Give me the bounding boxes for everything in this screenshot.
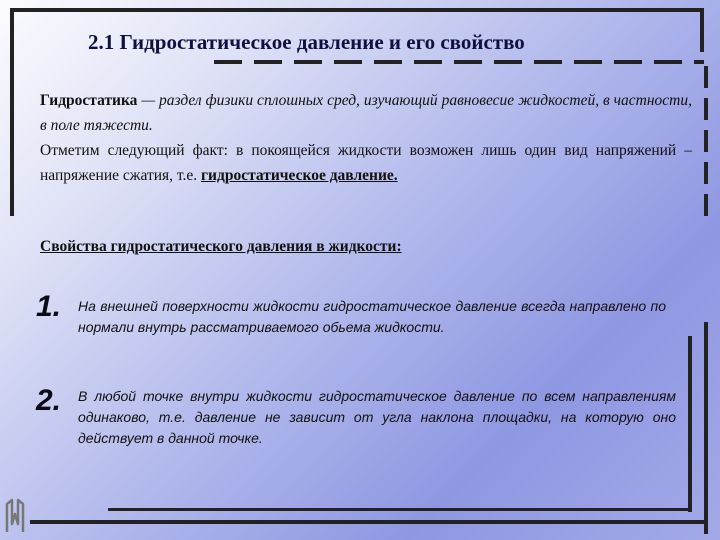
slide-title: 2.1 Гидростатическое давление и его свойство: [88, 30, 525, 54]
logo-icon: [4, 498, 26, 534]
term-definition: — раздел физики сплошных сред, изучающий равновесие жидкостей, в частности, в поле тяжести.: [40, 92, 692, 134]
property-text-1: На внешней поверхности жидкости гидростатическое давление всегда направлено по нормали внутрь рассматриваемого обьема жидкости.: [78, 298, 666, 335]
frame-left-line: [10, 8, 14, 216]
property-text-2: В любой точке внутри жидкости гидростатическое давление по всем направлениям одинаково, т.е. давление не зависит от угла наклона площадки, на которую оно действует в данной точке.: [78, 388, 676, 446]
frame-dashed-top-line: [214, 60, 704, 64]
fact-text: Отметим следующий факт: в покоящейся жидкости возможен лишь один вид напряжений – напряжение сжатия, т.е.: [40, 142, 692, 184]
frame-mid-right-line: [700, 8, 704, 52]
term-hydrostatics: Гидростатика: [40, 92, 138, 109]
intro-paragraph: [40, 88, 692, 188]
frame-inner-right-line: [688, 336, 692, 512]
frame-dashed-right-line: [704, 66, 708, 216]
frame-inner-bottom-line: [108, 508, 692, 511]
frame-top-line: [10, 8, 700, 12]
frame-lower-right-line: [704, 322, 708, 534]
highlight-hydrostatic-pressure: гидростатическое давление.: [201, 167, 398, 184]
frame-bottom-line: [30, 520, 708, 524]
property-number-1: 1.: [36, 290, 62, 323]
properties-heading: Свойства гидростатического давления в жидкости:: [40, 238, 402, 255]
property-number-2: 2.: [36, 384, 62, 417]
